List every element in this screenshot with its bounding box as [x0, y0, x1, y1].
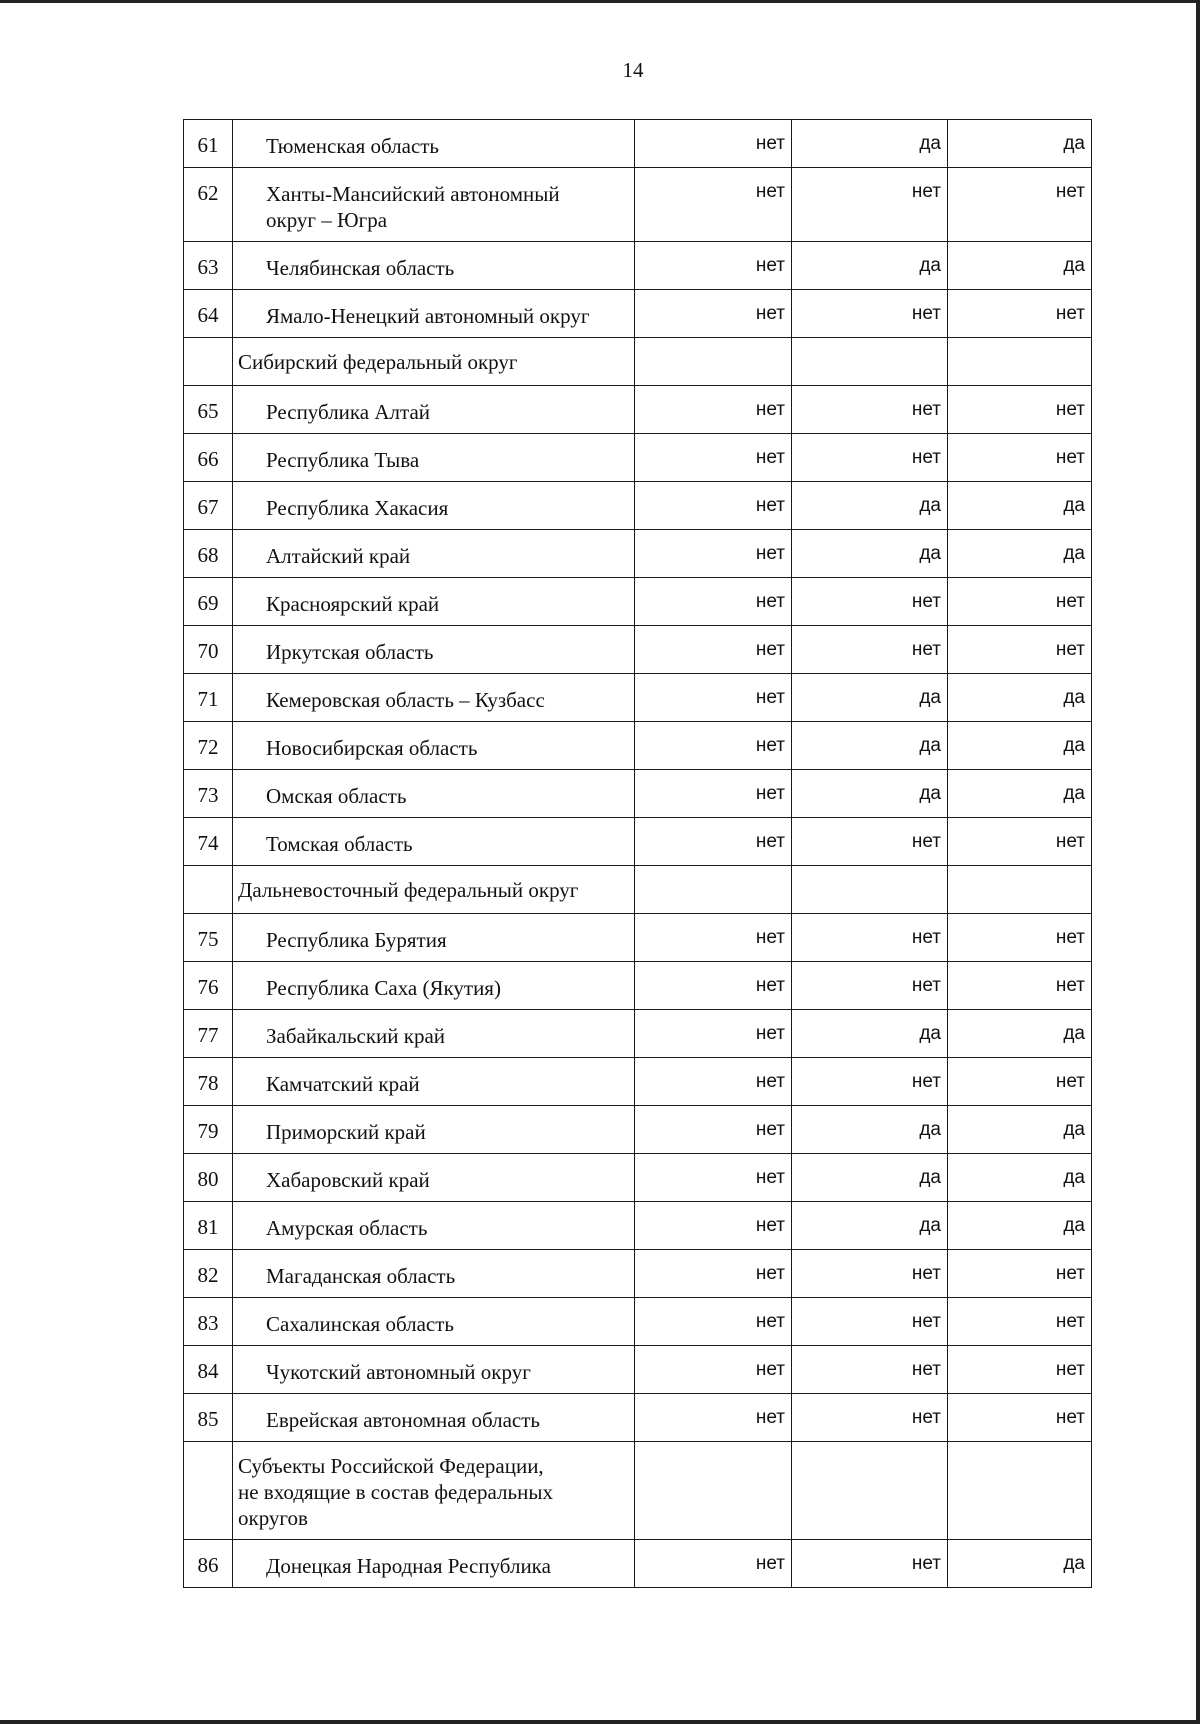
value-cell-c: да: [948, 1540, 1092, 1588]
value-cell-c: да: [948, 242, 1092, 290]
table-row: [184, 1202, 1092, 1250]
regions-table-body: [184, 120, 1092, 1588]
group-empty-cell: [792, 866, 948, 914]
value-cell-a: нет: [635, 578, 792, 626]
region-name-cell: Донецкая Народная Республика: [233, 1540, 635, 1588]
table-row: [184, 242, 1092, 290]
value-cell-a: нет: [635, 1202, 792, 1250]
value-cell-b: да: [792, 722, 948, 770]
page-number: 14: [622, 58, 644, 82]
row-number-cell: 81: [184, 1202, 233, 1250]
value-cell-c: нет: [948, 1058, 1092, 1106]
group-empty-cell: [792, 1442, 948, 1540]
value-cell-b: нет: [792, 1250, 948, 1298]
region-name-cell: Новосибирская область: [233, 722, 635, 770]
value-cell-b: нет: [792, 1298, 948, 1346]
value-cell-c: нет: [948, 626, 1092, 674]
region-name-cell: Кемеровская область – Кузбасс: [233, 674, 635, 722]
row-number-cell: 83: [184, 1298, 233, 1346]
group-header-row: [184, 866, 1092, 914]
region-name-cell: Республика Алтай: [233, 386, 635, 434]
value-cell-b: нет: [792, 626, 948, 674]
value-cell-c: да: [948, 722, 1092, 770]
value-cell-c: нет: [948, 1346, 1092, 1394]
table-row: [184, 1346, 1092, 1394]
value-cell-a: нет: [635, 168, 792, 242]
value-cell-a: нет: [635, 120, 792, 168]
table-row: [184, 120, 1092, 168]
value-cell-c: нет: [948, 290, 1092, 338]
value-cell-b: нет: [792, 1058, 948, 1106]
row-number-cell: 66: [184, 434, 233, 482]
row-number-cell: 84: [184, 1346, 233, 1394]
group-num-cell: [184, 866, 233, 914]
region-name-cell: Сахалинская область: [233, 1298, 635, 1346]
value-cell-b: нет: [792, 386, 948, 434]
value-cell-c: нет: [948, 1394, 1092, 1442]
value-cell-b: нет: [792, 434, 948, 482]
table-row: [184, 1540, 1092, 1588]
value-cell-a: нет: [635, 1250, 792, 1298]
value-cell-a: нет: [635, 674, 792, 722]
value-cell-a: нет: [635, 1394, 792, 1442]
table-row: [184, 1010, 1092, 1058]
value-cell-c: да: [948, 530, 1092, 578]
group-empty-cell: [635, 866, 792, 914]
value-cell-c: нет: [948, 386, 1092, 434]
value-cell-c: да: [948, 1010, 1092, 1058]
value-cell-b: да: [792, 1010, 948, 1058]
value-cell-c: да: [948, 770, 1092, 818]
table-row: [184, 1394, 1092, 1442]
value-cell-b: нет: [792, 1540, 948, 1588]
value-cell-a: нет: [635, 1346, 792, 1394]
value-cell-a: нет: [635, 1154, 792, 1202]
regions-table: [183, 119, 1092, 1588]
value-cell-a: нет: [635, 1058, 792, 1106]
table-row: [184, 1298, 1092, 1346]
value-cell-b: да: [792, 770, 948, 818]
value-cell-a: нет: [635, 242, 792, 290]
value-cell-c: да: [948, 1106, 1092, 1154]
table-row: [184, 722, 1092, 770]
region-name-cell: Алтайский край: [233, 530, 635, 578]
region-name-cell: Амурская область: [233, 1202, 635, 1250]
value-cell-b: нет: [792, 168, 948, 242]
value-cell-b: да: [792, 482, 948, 530]
row-number-cell: 76: [184, 962, 233, 1010]
group-empty-cell: [635, 1442, 792, 1540]
group-empty-cell: [948, 866, 1092, 914]
region-name-cell: Омская область: [233, 770, 635, 818]
table-row: [184, 1058, 1092, 1106]
region-name-cell: Магаданская область: [233, 1250, 635, 1298]
table-row: [184, 530, 1092, 578]
value-cell-a: нет: [635, 722, 792, 770]
row-number-cell: 68: [184, 530, 233, 578]
table-row: [184, 434, 1092, 482]
region-name-cell: Еврейская автономная область: [233, 1394, 635, 1442]
row-number-cell: 86: [184, 1540, 233, 1588]
value-cell-b: нет: [792, 914, 948, 962]
region-name-cell: Иркутская область: [233, 626, 635, 674]
row-number-cell: 62: [184, 168, 233, 242]
table-row: [184, 1154, 1092, 1202]
value-cell-c: нет: [948, 818, 1092, 866]
value-cell-b: нет: [792, 1394, 948, 1442]
group-name-cell: Субъекты Российской Федерации, не входящие в состав федеральных округов: [233, 1442, 635, 1540]
row-number-cell: 85: [184, 1394, 233, 1442]
value-cell-a: нет: [635, 626, 792, 674]
region-name-cell: Томская область: [233, 818, 635, 866]
value-cell-c: да: [948, 120, 1092, 168]
row-number-cell: 75: [184, 914, 233, 962]
value-cell-a: нет: [635, 770, 792, 818]
scan-edge-right: [1196, 0, 1200, 1724]
table-row: [184, 674, 1092, 722]
value-cell-c: нет: [948, 578, 1092, 626]
region-name-cell: Камчатский край: [233, 1058, 635, 1106]
group-header-row: [184, 338, 1092, 386]
table-row: [184, 1250, 1092, 1298]
row-number-cell: 69: [184, 578, 233, 626]
region-name-cell: Забайкальский край: [233, 1010, 635, 1058]
value-cell-c: да: [948, 674, 1092, 722]
value-cell-b: да: [792, 1202, 948, 1250]
value-cell-c: да: [948, 1202, 1092, 1250]
row-number-cell: 77: [184, 1010, 233, 1058]
value-cell-a: нет: [635, 1106, 792, 1154]
table-row: [184, 578, 1092, 626]
region-name-cell: Ханты-Мансийский автономный округ – Югра: [233, 168, 635, 242]
region-name-cell: Челябинская область: [233, 242, 635, 290]
value-cell-c: нет: [948, 1298, 1092, 1346]
value-cell-b: нет: [792, 818, 948, 866]
table-row: [184, 914, 1092, 962]
value-cell-a: нет: [635, 1540, 792, 1588]
group-name-cell: Сибирский федеральный округ: [233, 338, 635, 386]
group-empty-cell: [948, 1442, 1092, 1540]
scan-edge-top: [0, 0, 1200, 3]
scan-edge-bottom: [0, 1720, 1200, 1724]
row-number-cell: 72: [184, 722, 233, 770]
region-name-cell: Тюменская область: [233, 120, 635, 168]
table-row: [184, 818, 1092, 866]
region-name-cell: Республика Бурятия: [233, 914, 635, 962]
value-cell-a: нет: [635, 482, 792, 530]
value-cell-a: нет: [635, 1010, 792, 1058]
value-cell-b: нет: [792, 1346, 948, 1394]
row-number-cell: 65: [184, 386, 233, 434]
value-cell-a: нет: [635, 962, 792, 1010]
value-cell-a: нет: [635, 818, 792, 866]
row-number-cell: 67: [184, 482, 233, 530]
table-row: [184, 386, 1092, 434]
value-cell-b: да: [792, 674, 948, 722]
table-row: [184, 1106, 1092, 1154]
row-number-cell: 79: [184, 1106, 233, 1154]
table-row: [184, 770, 1092, 818]
region-name-cell: Хабаровский край: [233, 1154, 635, 1202]
region-name-cell: Красноярский край: [233, 578, 635, 626]
value-cell-c: нет: [948, 168, 1092, 242]
value-cell-a: нет: [635, 1298, 792, 1346]
row-number-cell: 82: [184, 1250, 233, 1298]
value-cell-b: да: [792, 1154, 948, 1202]
group-empty-cell: [948, 338, 1092, 386]
value-cell-c: да: [948, 1154, 1092, 1202]
row-number-cell: 73: [184, 770, 233, 818]
value-cell-a: нет: [635, 914, 792, 962]
value-cell-b: да: [792, 242, 948, 290]
group-num-cell: [184, 1442, 233, 1540]
group-empty-cell: [792, 338, 948, 386]
row-number-cell: 74: [184, 818, 233, 866]
row-number-cell: 63: [184, 242, 233, 290]
value-cell-c: нет: [948, 962, 1092, 1010]
row-number-cell: 78: [184, 1058, 233, 1106]
group-empty-cell: [635, 338, 792, 386]
group-name-cell: Дальневосточный федеральный округ: [233, 866, 635, 914]
region-name-cell: Республика Хакасия: [233, 482, 635, 530]
region-name-cell: Республика Тыва: [233, 434, 635, 482]
region-name-cell: Ямало-Ненецкий автономный округ: [233, 290, 635, 338]
row-number-cell: 70: [184, 626, 233, 674]
value-cell-c: нет: [948, 1250, 1092, 1298]
group-header-row: [184, 1442, 1092, 1540]
table-row: [184, 626, 1092, 674]
table-row: [184, 962, 1092, 1010]
group-num-cell: [184, 338, 233, 386]
value-cell-b: да: [792, 1106, 948, 1154]
row-number-cell: 71: [184, 674, 233, 722]
table-row: [184, 482, 1092, 530]
row-number-cell: 61: [184, 120, 233, 168]
value-cell-b: да: [792, 530, 948, 578]
value-cell-a: нет: [635, 530, 792, 578]
table-row: [184, 168, 1092, 242]
value-cell-c: да: [948, 482, 1092, 530]
value-cell-a: нет: [635, 434, 792, 482]
table-row: [184, 290, 1092, 338]
value-cell-b: нет: [792, 578, 948, 626]
region-name-cell: Приморский край: [233, 1106, 635, 1154]
value-cell-a: нет: [635, 386, 792, 434]
value-cell-c: нет: [948, 434, 1092, 482]
row-number-cell: 80: [184, 1154, 233, 1202]
row-number-cell: 64: [184, 290, 233, 338]
value-cell-c: нет: [948, 914, 1092, 962]
value-cell-b: нет: [792, 290, 948, 338]
value-cell-b: нет: [792, 962, 948, 1010]
region-name-cell: Чукотский автономный округ: [233, 1346, 635, 1394]
value-cell-a: нет: [635, 290, 792, 338]
value-cell-b: да: [792, 120, 948, 168]
region-name-cell: Республика Саха (Якутия): [233, 962, 635, 1010]
